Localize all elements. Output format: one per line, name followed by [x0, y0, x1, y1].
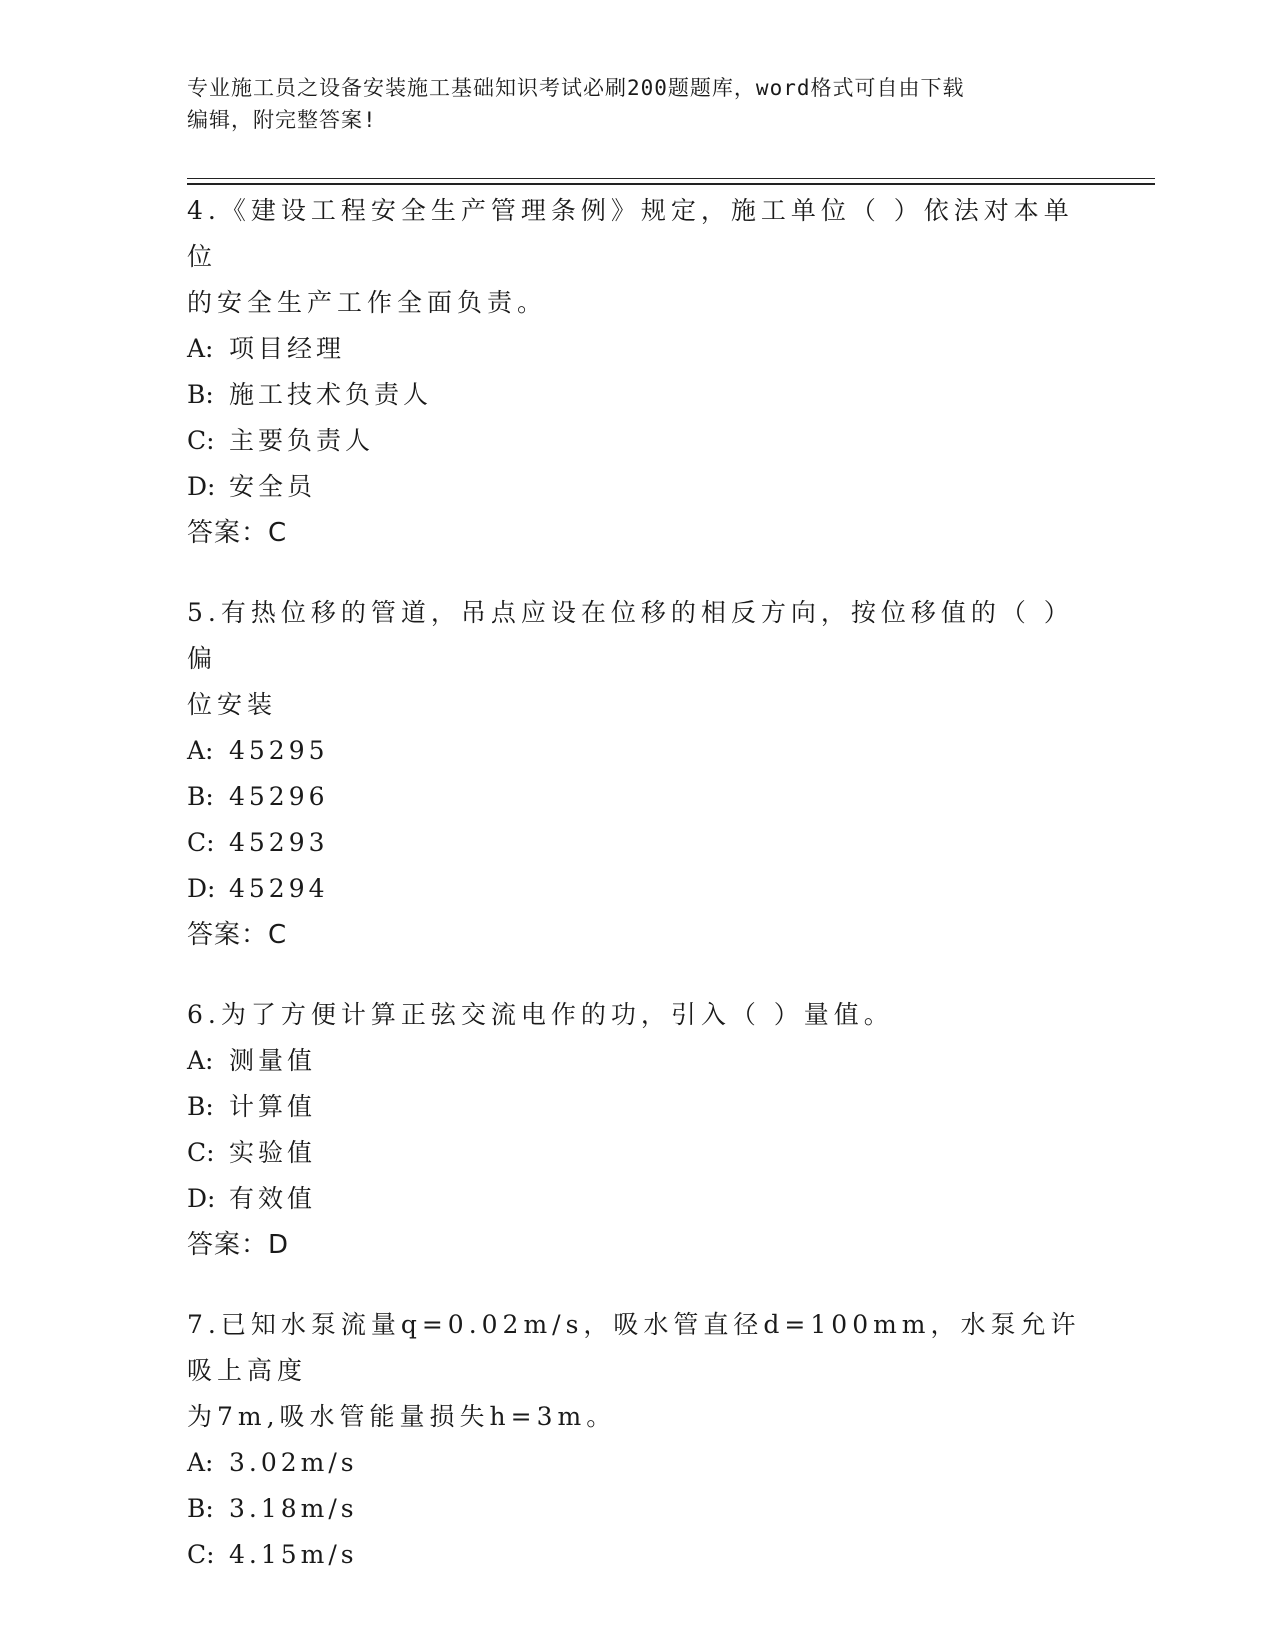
option-text: 有效值	[229, 1184, 317, 1213]
header-divider-thin	[187, 178, 1155, 179]
option-key: D:	[187, 1184, 216, 1213]
option-key: B:	[187, 782, 214, 811]
answer-line: 答案：C	[187, 920, 288, 950]
question-stem-line-1: 5.有热位移的管道，吊点应设在位移的相反方向，按位移值的（ ）偏	[187, 598, 1074, 673]
option-key: A:	[187, 1448, 214, 1477]
option-text: 主要负责人	[229, 426, 375, 455]
option-key: B:	[187, 1092, 214, 1121]
option-key: A:	[187, 334, 214, 363]
option-text: 3.02m/s	[229, 1448, 358, 1477]
header-line-1: 专业施工员之设备安装施工基础知识考试必刷200题题库，word格式可自由下载	[187, 76, 965, 100]
option-c	[187, 820, 1087, 866]
option-a	[187, 1038, 1087, 1084]
option-key: B:	[187, 380, 214, 409]
option-b	[187, 1084, 1087, 1130]
question-stem-line-1: 7.已知水泵流量q=0.02m/s，吸水管直径d=100mm，水泵允许吸上高度	[187, 1310, 1081, 1385]
question-7	[187, 1302, 1087, 1578]
option-a	[187, 1440, 1087, 1486]
question-6	[187, 992, 1087, 1268]
option-text: 45295	[229, 736, 329, 765]
option-text: 4.15m/s	[229, 1540, 358, 1569]
option-key: C:	[187, 1138, 215, 1167]
answer-line: 答案：D	[187, 1230, 290, 1260]
option-text: 45294	[229, 874, 329, 903]
option-key: B:	[187, 1494, 214, 1523]
option-key: D:	[187, 874, 216, 903]
option-c	[187, 418, 1087, 464]
option-key: C:	[187, 828, 215, 857]
header-divider-thick	[187, 183, 1155, 185]
question-stem-line-1: 4.《建设工程安全生产管理条例》规定，施工单位（ ）依法对本单位	[187, 196, 1074, 271]
option-key: A:	[187, 1046, 214, 1075]
question-5	[187, 590, 1087, 958]
option-text: 测量值	[229, 1046, 317, 1075]
question-4	[187, 188, 1087, 556]
option-text: 45293	[229, 828, 329, 857]
option-text: 安全员	[229, 472, 317, 501]
document-header	[187, 72, 1067, 136]
option-text: 计算值	[229, 1092, 317, 1121]
option-a	[187, 728, 1087, 774]
question-stem-line-2: 为7m,吸水管能量损失h=3m。	[187, 1402, 617, 1431]
option-key: D:	[187, 472, 216, 501]
option-text: 3.18m/s	[229, 1494, 358, 1523]
question-list	[187, 188, 1087, 1612]
option-text: 45296	[229, 782, 329, 811]
option-text: 项目经理	[229, 334, 346, 363]
answer-line: 答案：C	[187, 518, 288, 548]
option-text: 施工技术负责人	[229, 380, 433, 409]
option-text: 实验值	[229, 1138, 317, 1167]
option-b	[187, 774, 1087, 820]
option-key: C:	[187, 1540, 215, 1569]
header-line-2: 编辑，附完整答案!	[187, 108, 377, 132]
option-b	[187, 372, 1087, 418]
option-c	[187, 1532, 1087, 1578]
option-key: A:	[187, 736, 214, 765]
option-d	[187, 1176, 1087, 1222]
option-a	[187, 326, 1087, 372]
option-b	[187, 1486, 1087, 1532]
question-stem-line-1: 6.为了方便计算正弦交流电作的功，引入（ ）量值。	[187, 1000, 894, 1029]
option-c	[187, 1130, 1087, 1176]
question-stem-line-2: 位安装	[187, 690, 278, 719]
option-key: C:	[187, 426, 215, 455]
option-d	[187, 866, 1087, 912]
option-d	[187, 464, 1087, 510]
question-stem-line-2: 的安全生产工作全面负责。	[187, 288, 548, 317]
